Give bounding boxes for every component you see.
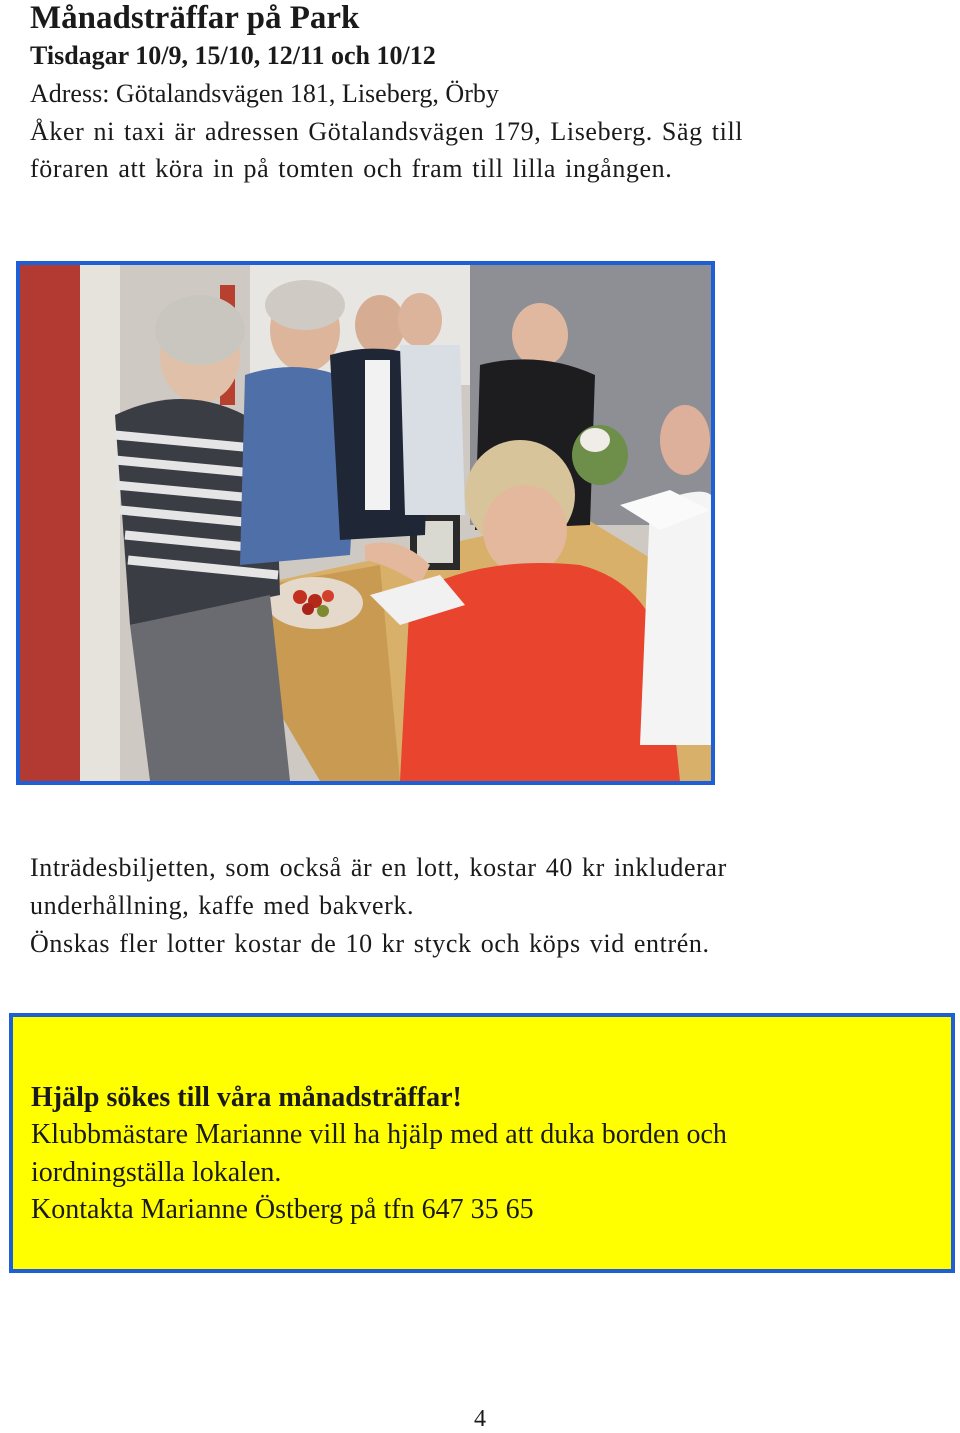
ticket-info-line-2: underhållning, kaffe med bakverk. [30,891,415,920]
help-wanted-notice [9,1013,955,1273]
ticket-info-line-1: Inträdesbiljetten, som också är en lott, kostar 40 kr inkluderar [30,853,727,882]
taxi-instructions-line-2: föraren att köra in på tomten och fram till lilla ingången. [30,154,673,183]
help-wanted-line-1: Klubbmästare Marianne vill ha hjälp med att duka borden och [31,1119,727,1150]
help-wanted-line-2: iordningställa lokalen. [31,1157,282,1188]
page-number: 4 [474,1406,486,1432]
taxi-instructions-line-1: Åker ni taxi är adressen Götalandsvägen 179, Liseberg. Säg till [30,117,744,146]
meeting-dates: Tisdagar 10/9, 15/10, 12/11 och 10/12 [30,41,436,70]
ticket-info-line-3: Önskas fler lotter kostar de 10 kr styck och köps vid entrén. [30,929,710,958]
help-wanted-contact: Kontakta Marianne Östberg på tfn 647 35 65 [31,1194,534,1225]
address-line: Adress: Götalandsvägen 181, Liseberg, Örby [30,79,499,108]
help-wanted-heading: Hjälp sökes till våra månadsträffar! [31,1082,462,1113]
event-photo [16,261,715,785]
page-title: Månadsträffar på Park [30,0,360,36]
